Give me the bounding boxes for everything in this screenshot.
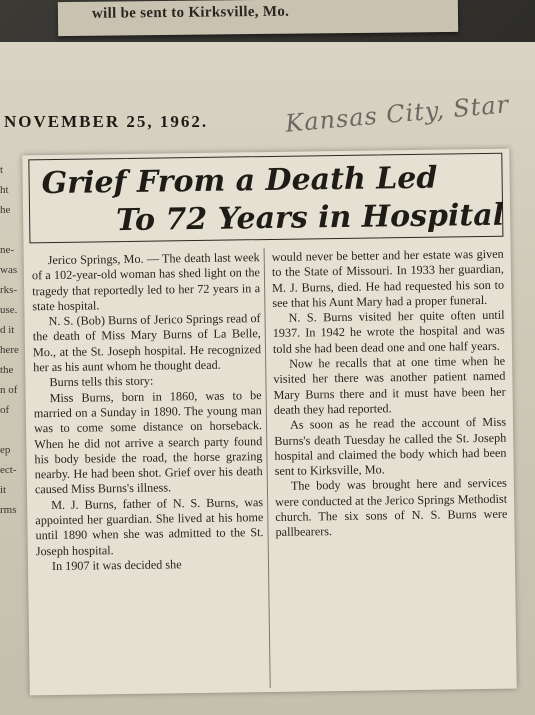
strip-line: ect- bbox=[0, 464, 17, 476]
top-clipping-text: will be sent to Kirksville, Mo. bbox=[91, 3, 290, 22]
paragraph: Jerico Springs, Mo. — The death last week of a 102-year-old woman has shed light on the tragedy that reportedly led to her 72 years in a state hospital. bbox=[31, 250, 261, 314]
strip-line bbox=[0, 220, 26, 240]
article-column-left bbox=[32, 250, 264, 574]
headline-box bbox=[28, 153, 503, 244]
strip-line: d it bbox=[0, 324, 15, 336]
paragraph: N. S. Burns visited her quite often until 1937. In 1942 he wrote the hospital and was told she had been dead one and one half years. bbox=[272, 307, 505, 356]
paragraph: would never be better and her estate was given to the State of Missouri. In 1933 her guardian, M. J. Burns, died. He had requested his son to see that his Aunt Mary had a proper funeral. bbox=[271, 246, 505, 310]
headline-line-1: Grief From a Death Led bbox=[41, 160, 438, 202]
strip-line: t bbox=[0, 164, 4, 176]
newspaper-clipping bbox=[22, 149, 516, 696]
strip-line: of bbox=[0, 404, 10, 416]
paragraph: Miss Burns, born in 1860, was to be married on a Sunday in 1890. The young man was to come some distance on horseback. When he did not arrive a search party found his body beside the road, the horse grazing nearby. He had been shot. Grief over his death caused Miss Burns's illness. bbox=[33, 387, 263, 497]
strip-line: rks- bbox=[0, 284, 18, 296]
strip-line: was bbox=[0, 264, 18, 276]
strip-line: ht bbox=[0, 184, 9, 196]
strip-line: use. bbox=[0, 304, 18, 316]
strip-line: it bbox=[0, 484, 7, 496]
strip-line: n of bbox=[0, 384, 18, 396]
strip-line: ep bbox=[0, 444, 11, 456]
paragraph: As soon as he read the account of Miss Burns's death Tuesday he called the St. Joseph hospital and claimed the body which had been sent to Kirksville, Mo. bbox=[274, 414, 507, 479]
paragraph: N. S. (Bob) Burns of Jerico Springs read of the death of Miss Mary Burns of La Belle, Mo., at the St. Joseph hospital. He recognized her as his aunt whom he thought dead. bbox=[32, 311, 262, 375]
dateline: NOVEMBER 25, 1962. bbox=[4, 112, 209, 131]
paragraph: The body was brought here and services were conducted at the Jerico Springs Methodist church. The six sons of N. S. Burns were pallbearers. bbox=[275, 476, 508, 540]
paragraph: Now he recalls that at one time when he visited her there was another patient named Mary Burns there and it must have been her death they had reported. bbox=[273, 353, 506, 417]
article-column-right bbox=[272, 247, 508, 541]
handwritten-note: Kansas City, Star bbox=[284, 90, 511, 138]
paragraph: Burns tells this story: bbox=[49, 373, 154, 390]
strip-line: ne- bbox=[0, 244, 15, 256]
adjacent-clipping-strip bbox=[0, 160, 26, 700]
strip-line: the bbox=[0, 364, 14, 376]
strip-line: he bbox=[0, 204, 11, 216]
paragraph: M. J. Burns, father of N. S. Burns, was appointed her guardian. She lived at his home until 1890 when she was admitted to the St. Joseph hospital. bbox=[35, 494, 264, 558]
column-divider bbox=[264, 248, 271, 688]
strip-line: rms bbox=[0, 504, 17, 516]
paragraph: In 1907 it was decided she bbox=[51, 557, 182, 573]
strip-line bbox=[0, 420, 26, 440]
strip-line: here bbox=[0, 344, 19, 356]
headline-line-2: To 72 Years in Hospital bbox=[115, 197, 505, 239]
top-clipping-fragment bbox=[58, 0, 458, 36]
